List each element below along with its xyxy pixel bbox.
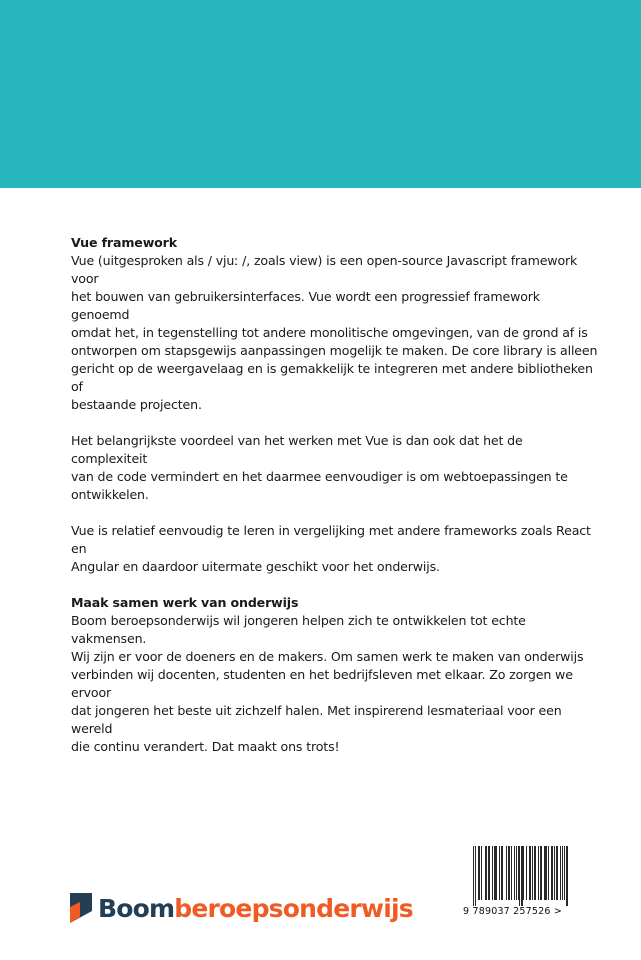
barcode-bar [557, 846, 558, 900]
barcode-bar [548, 846, 549, 900]
barcode-bar [495, 846, 496, 900]
barcode-bar [506, 846, 507, 900]
barcode-bar [541, 846, 542, 900]
barcode-bar [530, 846, 531, 900]
barcode-bar [519, 846, 520, 906]
text-line: Het belangrijkste voordeel van het werken met Vue is dan ook dat het de complexiteit [71, 433, 523, 466]
barcode-bar [567, 846, 568, 906]
text-line: Vue is relatief eenvoudig te leren in vergelijking met andere frameworks zoals React en [71, 523, 591, 556]
barcode-bar [481, 846, 482, 900]
barcode-bar [552, 846, 553, 900]
isbn-number: 9 789037 257526 > [463, 906, 562, 917]
barcode-bar [551, 846, 552, 900]
back-cover-text [71, 234, 601, 756]
barcode-bar [562, 846, 563, 900]
barcode-bar [501, 846, 502, 900]
barcode-bar [496, 846, 497, 900]
barcode-bar [522, 846, 523, 906]
logo-mark-icon [70, 893, 92, 923]
barcode-bar [502, 846, 503, 900]
barcode-bar [485, 846, 486, 900]
text-line: Vue (uitgesproken als / vjuː /, zoals view) is een open-source Javascript framework voor [71, 253, 578, 286]
logo-text-beroepsonderwijs: beroepsonderwijs [174, 893, 413, 923]
barcode-bar [521, 846, 522, 906]
barcode-bar [516, 846, 517, 900]
barcode-bar [538, 846, 539, 900]
heading-samen-werk: Maak samen werk van onderwijs [71, 595, 299, 610]
barcode-bar [479, 846, 480, 900]
barcode-bar [486, 846, 487, 900]
cover-color-band [0, 0, 641, 188]
text-line: dat jongeren het beste uit zichzelf halen. Met inspirerend lesmateriaal voor een wereld [71, 703, 562, 736]
barcode-bar [556, 846, 557, 900]
paragraph-vue-intro [71, 252, 601, 414]
barcode-bar [499, 846, 500, 900]
text-line: ontworpen om stapsgewijs aanpassingen mogelijk te maken. De core library is alleen [71, 343, 598, 358]
paragraph-vue-advantage [71, 432, 601, 504]
barcode-bar [523, 846, 524, 900]
barcode-bar [534, 846, 535, 900]
barcode-bar [545, 846, 546, 900]
isbn-barcode [463, 846, 575, 920]
barcode-bar [529, 846, 530, 900]
barcode-bar [546, 846, 547, 900]
text-line: het bouwen van gebruikersinterfaces. Vue wordt een progressief framework genoemd [71, 289, 540, 322]
paragraph-vue-learning [71, 522, 601, 576]
barcode-bar [526, 846, 527, 900]
barcode-bar [509, 846, 510, 900]
barcode-bar [489, 846, 490, 900]
barcode-bar [518, 846, 519, 900]
barcode-bar [560, 846, 561, 900]
barcode-bar [554, 846, 555, 900]
barcode-bar [488, 846, 489, 900]
text-line: verbinden wij docenten, studenten en het bedrijfsleven met elkaar. Zo zorgen we ervoor [71, 667, 573, 700]
text-line: Angular en daardoor uitermate geschikt voor het onderwijs. [71, 559, 440, 574]
text-line: Boom beroepsonderwijs wil jongeren helpen zich te ontwikkelen tot echte vakmensen. [71, 613, 526, 646]
heading-vue-framework: Vue framework [71, 235, 177, 250]
text-line: die continu verandert. Dat maakt ons trots! [71, 739, 340, 754]
boom-beroepsonderwijs-logo [70, 890, 413, 926]
text-line: van de code vermindert en het daarmee eenvoudiger is om webtoepassingen te [71, 469, 568, 484]
text-line: Wij zijn er voor de doeners en de makers. Om samen werk te maken van onderwijs [71, 649, 584, 664]
barcode-bar [535, 846, 536, 900]
barcode-bar [473, 846, 474, 906]
text-line: omdat het, in tegenstelling tot andere monolitische omgevingen, van de grond af is [71, 325, 588, 340]
barcode-bar [540, 846, 541, 900]
text-line: ontwikkelen. [71, 487, 149, 502]
text-line: bestaande projecten. [71, 397, 202, 412]
paragraph-publisher [71, 612, 601, 756]
logo-text-boom: Boom [98, 893, 175, 923]
barcode-bar [492, 846, 493, 900]
barcode-bar [566, 846, 567, 906]
barcode-bar [564, 846, 565, 900]
barcode-bar [514, 846, 515, 900]
barcode-bar [532, 846, 533, 900]
barcode-bar [544, 846, 545, 900]
barcode-bars [473, 846, 569, 906]
barcode-bar [494, 846, 495, 900]
barcode-bar [508, 846, 509, 900]
barcode-bar [511, 846, 512, 900]
barcode-bar [475, 846, 476, 906]
text-line: gericht op de weergavelaag en is gemakkelijk te integreren met andere bibliotheken of [71, 361, 593, 394]
barcode-bar [478, 846, 479, 900]
